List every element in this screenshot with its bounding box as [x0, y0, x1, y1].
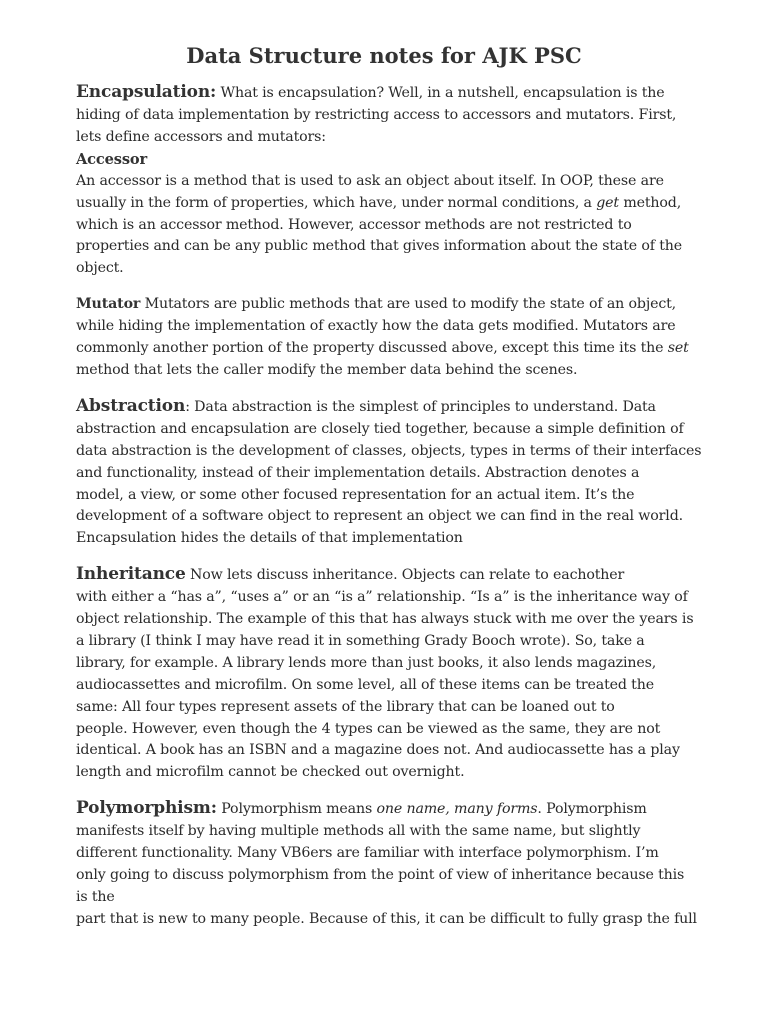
polymorphism-line-2: manifests itself by having multiple methods all with the same name, but slightly — [76, 823, 641, 840]
inheritance-line-2: with either a “has a”, “uses a” or an “is a” relationship. “Is a” is the inheritance way of — [76, 589, 688, 606]
encapsulation-line-2: hiding of data implementation by restricting access to accessors and mutators. First, — [76, 106, 677, 123]
polymorphism-line-4: only going to discuss polymorphism from the point of view of inheritance because this — [76, 867, 685, 883]
polymorphism-line-1: Polymorphism: Polymorphism means one name, many forms. Polymorphism — [76, 798, 647, 819]
section-encapsulation — [76, 82, 728, 149]
abstraction-line-7: Encapsulation hides the details of that implementation — [76, 530, 463, 547]
inheritance-line-8: people. However, even though the 4 types can be viewed as the same, they are not — [76, 720, 661, 737]
mutator-line-2: while hiding the implementation of exactly how the data gets modified. Mutators are — [76, 318, 676, 335]
mutator-line-4: method that lets the caller modify the member data behind the scenes. — [76, 361, 578, 378]
section-abstraction — [76, 396, 728, 550]
inheritance-line-9: identical. A book has an ISBN and a magazine does not. And audiocassette has a play — [76, 742, 680, 759]
section-accessor — [76, 149, 728, 281]
mutator-set-term: set — [667, 340, 689, 357]
polymorphism-line-5: is the — [76, 888, 115, 905]
abstraction-line-4: and functionality, instead of their implementation details. Abstraction denotes a — [76, 464, 640, 481]
page-title: Data Structure notes for AJK PSC — [186, 43, 582, 68]
accessor-line-3: which is an accessor method. However, accessor methods are not restricted to — [76, 216, 632, 233]
abstraction-line-6: development of a software object to represent an object we can find in the real world. — [76, 508, 683, 525]
abstraction-line-2: abstraction and encapsulation are closely tied together, because a simple definition of — [76, 420, 684, 437]
polymorphism-em-term: one name, many forms — [376, 801, 538, 818]
accessor-line-4: properties and can be any public method that gives information about the state of the — [76, 238, 683, 255]
section-mutator — [76, 294, 728, 382]
mutator-line-3: commonly another portion of the property discussed above, except this time its the set — [76, 340, 689, 357]
polymorphism-heading: Polymorphism: — [76, 798, 217, 819]
inheritance-heading: Inheritance — [76, 564, 186, 585]
accessor-line-1: An accessor is a method that is used to ask an object about itself. In OOP, these are — [76, 172, 664, 189]
abstraction-heading: Abstraction — [76, 395, 186, 416]
inheritance-line-3: object relationship. The example of this that has always stuck with me over the years is — [76, 611, 694, 628]
encapsulation-heading: Encapsulation: — [76, 82, 217, 102]
polymorphism-line-3: different functionality. Many VB6ers are familiar with interface polymorphism. I’m — [76, 845, 659, 862]
accessor-get-term: get — [596, 194, 619, 211]
abstraction-line-3: data abstraction is the development of classes, objects, types in terms of their interfaces — [76, 442, 702, 459]
polymorphism-line-6: part that is new to many people. Because of this, it can be difficult to fully grasp the full — [76, 910, 697, 927]
encapsulation-line-1: Encapsulation: What is encapsulation? Well, in a nutshell, encapsulation is the — [76, 82, 665, 102]
accessor-heading: Accessor — [76, 150, 148, 168]
section-inheritance — [76, 564, 728, 784]
abstraction-line-5: model, a view, or some other focused representation for an actual item. It’s the — [76, 486, 635, 503]
inheritance-line-6: audiocassettes and microfilm. On some level, all of these items can be treated the — [76, 676, 654, 693]
inheritance-line-7: same: All four types represent assets of the library that can be loaned out to — [76, 698, 615, 715]
inheritance-line-5: library, for example. A library lends more than just books, it also lends magazines, — [76, 654, 657, 671]
accessor-line-5: object. — [76, 260, 124, 277]
inheritance-line-10: length and microfilm cannot be checked out overnight. — [76, 764, 465, 781]
abstraction-line-1: Abstraction: Data abstraction is the simplest of principles to understand. Data — [76, 395, 656, 416]
mutator-line-1: Mutator Mutators are public methods that are used to modify the state of an object, — [76, 296, 677, 313]
section-polymorphism — [76, 798, 728, 930]
encapsulation-line-3: lets define accessors and mutators: — [76, 128, 326, 145]
inheritance-line-1: Inheritance Now lets discuss inheritance. Objects can relate to eachother — [76, 564, 625, 585]
mutator-heading: Mutator — [76, 296, 141, 313]
accessor-line-2: usually in the form of properties, which have, under normal conditions, a get method, — [76, 194, 682, 211]
inheritance-line-4: a library (I think I may have read it in something Grady Booch wrote). So, take a — [76, 632, 645, 649]
